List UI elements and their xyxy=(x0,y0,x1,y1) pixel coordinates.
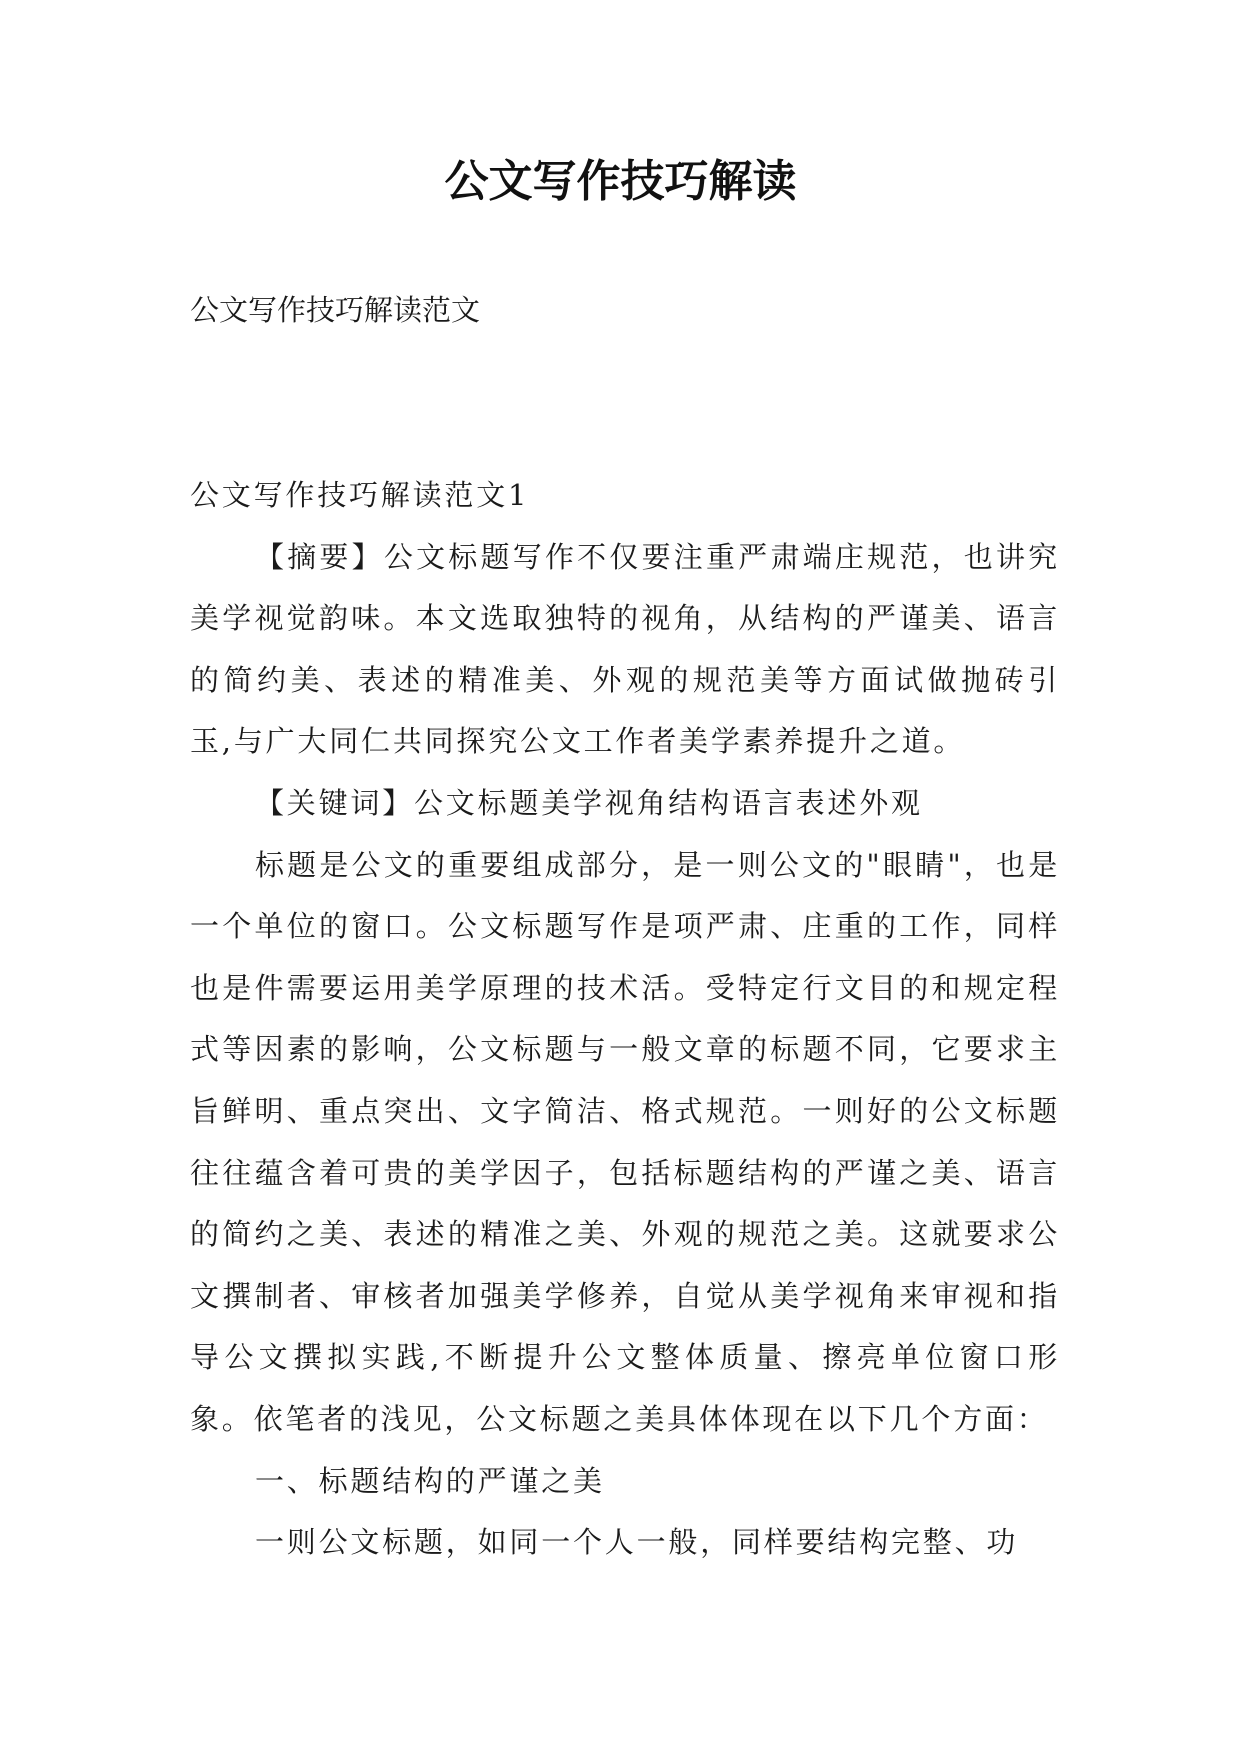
keywords-paragraph: 【关键词】公文标题美学视角结构语言表述外观 xyxy=(255,785,923,820)
point-one-paragraph: 一则公文标题，如同一个人一般，同样要结构完整、功 xyxy=(255,1525,1019,1560)
document-title: 公文写作技巧解读 xyxy=(444,156,797,207)
intro-paragraph: 标题是公文的重要组成部分，是一则公文的"眼睛"，也是一个单位的窗口。公文标题写作是项严肃、庄重的工作，同样也是件需要运用美学原理的技术活。受特定行文目的和规定程式等因素的影响，公文标题与一般文章的标题不同，它要求主旨鲜明、重点突出、文字简洁、格式规范。一则好的公文标题往往蕴含着可贵的美学因子，包括标题结构的严谨之美、语言的简约之美、表述的精准之美、外观的规范之美。这就要求公文撰制者、审核者加强美学修养，自觉从美学视角来审视和指导公文撰拟实践,不断提升公文整体质量、擦亮单位窗口形象。依笔者的浅见，公文标题之美具体体现在以下几个方面： xyxy=(190,847,1060,1436)
document-subtitle: 公文写作技巧解读范文 xyxy=(190,293,481,327)
document-body xyxy=(190,465,1060,1574)
abstract-paragraph: 【摘要】公文标题写作不仅要注重严肃端庄规范，也讲究美学视觉韵味。本文选取独特的视角，从结构的严谨美、语言的简约美、表述的精准美、外观的规范美等方面试做抛砖引玉,与广大同仁共同探究公文工作者美学素养提升之道。 xyxy=(190,539,1060,759)
section-heading: 公文写作技巧解读范文1 xyxy=(190,478,530,512)
subheading-one: 一、标题结构的严谨之美 xyxy=(255,1463,605,1498)
